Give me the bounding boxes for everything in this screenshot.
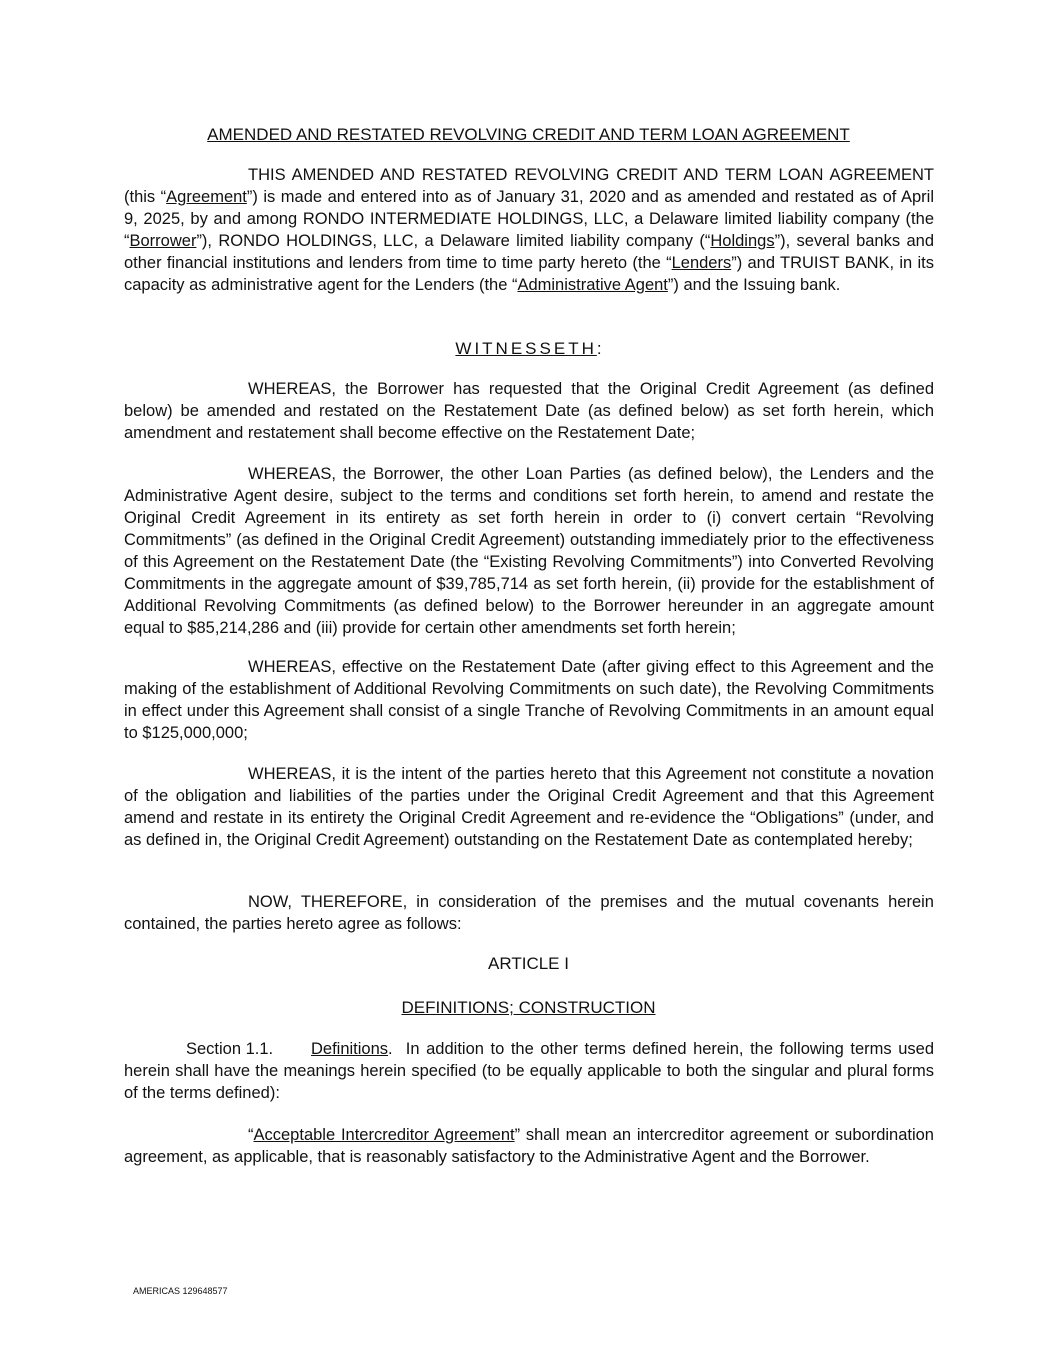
intro-text-2: ”) is made and entered into as of January 31, 2020 and as amended and restated as of April 9, 2025, by and among RONDO INTERMEDIATE HOLDINGS, LLC, a Delaware limited liability company (the “ xyxy=(124,188,934,250)
section-paragraph xyxy=(124,1038,939,1104)
now-therefore-text: NOW, THEREFORE, in consideration of the premises and the mutual covenants herein contained, the parties hereto agree as follows: xyxy=(124,893,934,933)
document-title: AMENDED AND RESTATED REVOLVING CREDIT AND TERM LOAN AGREEMENT xyxy=(207,125,850,144)
section-number: Section 1.1. xyxy=(186,1040,274,1058)
definition-term: Acceptable Intercreditor Agreement xyxy=(253,1126,515,1144)
article-title: DEFINITIONS; CONSTRUCTION xyxy=(401,998,656,1017)
whereas-paragraph-4 xyxy=(124,763,934,851)
defined-term-administrative-agent: Administrative Agent xyxy=(517,276,668,294)
document-footer-id: AMERICAS 129648577 xyxy=(133,1286,228,1296)
now-therefore-paragraph xyxy=(124,891,934,935)
whereas-text-2: WHEREAS, the Borrower, the other Loan Parties (as defined below), the Lenders and the Administrative Agent desire, subject to the terms and conditions set forth herein, to amend and restate the Original Credit Agreement in its entirety as set forth herein in order to (i) convert certain “Revolving Commitments” (as defined in the Original Credit Agreement) outstanding immediately prior to the effectiveness of this Agreement on the Restatement Date (the “Existing Revolving Commitments”) into Converted Revolving Commitments in the aggregate amount of $39,785,714 as set forth herein, (ii) provide for the establishment of Additional Revolving Commitments (as defined below) to the Borrower hereunder in an aggregate amount equal to $85,214,286 and (iii) provide for certain other amendments set forth herein; xyxy=(124,465,934,637)
defined-term-borrower: Borrower xyxy=(129,232,197,250)
witnesseth-word: WITNESSETH xyxy=(455,339,597,358)
section-text: In addition to the other terms defined herein, the following terms used herein shall have the meanings herein specified (to be equally applicable to both the singular and plural forms of the terms defined): xyxy=(124,1040,939,1102)
section-title: Definitions xyxy=(311,1040,389,1058)
whereas-text-1: WHEREAS, the Borrower has requested that the Original Credit Agreement (as defined below) be amended and restated on the Restatement Date (as defined below) as set forth herein, which amendment and restatement shall become effective on the Restatement Date; xyxy=(124,380,934,442)
definition-paragraph xyxy=(124,1124,934,1168)
whereas-paragraph-2 xyxy=(124,463,934,639)
whereas-text-3: WHEREAS, effective on the Restatement Date (after giving effect to this Agreement and the making of the establishment of Additional Revolving Commitments on such date), the Revolving Commitments in effect under this Agreement shall consist of a single Tranche of Revolving Commitments in an amount equal to $125,000,000; xyxy=(124,658,934,742)
intro-text-6: ”) and the Issuing bank. xyxy=(667,276,841,294)
witnesseth-colon: : xyxy=(596,339,602,358)
whereas-paragraph-3 xyxy=(124,656,934,744)
intro-text-4: ”), several banks and other financial institutions and lenders from time to time party hereto (the “ xyxy=(124,232,934,272)
defined-term-lenders: Lenders xyxy=(671,254,732,272)
defined-term-holdings: Holdings xyxy=(710,232,775,250)
intro-paragraph xyxy=(124,164,934,296)
intro-text-3: ”), RONDO HOLDINGS, LLC, a Delaware limited liability company (“ xyxy=(196,232,711,250)
witnesseth-heading xyxy=(0,338,1057,360)
intro-text-1: THIS AMENDED AND RESTATED REVOLVING CREDIT AND TERM LOAN AGREEMENT (this “ xyxy=(124,166,934,206)
article-heading: ARTICLE I xyxy=(488,954,569,973)
whereas-text-4: WHEREAS, it is the intent of the parties hereto that this Agreement not constitute a novation of the obligation and liabilities of the parties under the Original Credit Agreement and that this Agreement amend and restate in its entirety the Original Credit Agreement and re-evidence the “Obligations” (under, and as defined in, the Original Credit Agreement) outstanding on the Restatement Date as contemplated hereby; xyxy=(124,765,934,849)
definition-open-quote: “ xyxy=(248,1126,254,1144)
defined-term-agreement: Agreement xyxy=(166,188,247,206)
whereas-paragraph-1 xyxy=(124,378,934,444)
intro-text-5: ”) and TRUIST BANK, in its capacity as administrative agent for the Lenders (the “ xyxy=(124,254,934,294)
section-title-period: . xyxy=(388,1040,393,1058)
definition-text: ” shall mean an intercreditor agreement or subordination agreement, as applicable, that is reasonably satisfactory to the Administrative Agent and the Borrower. xyxy=(124,1126,934,1166)
